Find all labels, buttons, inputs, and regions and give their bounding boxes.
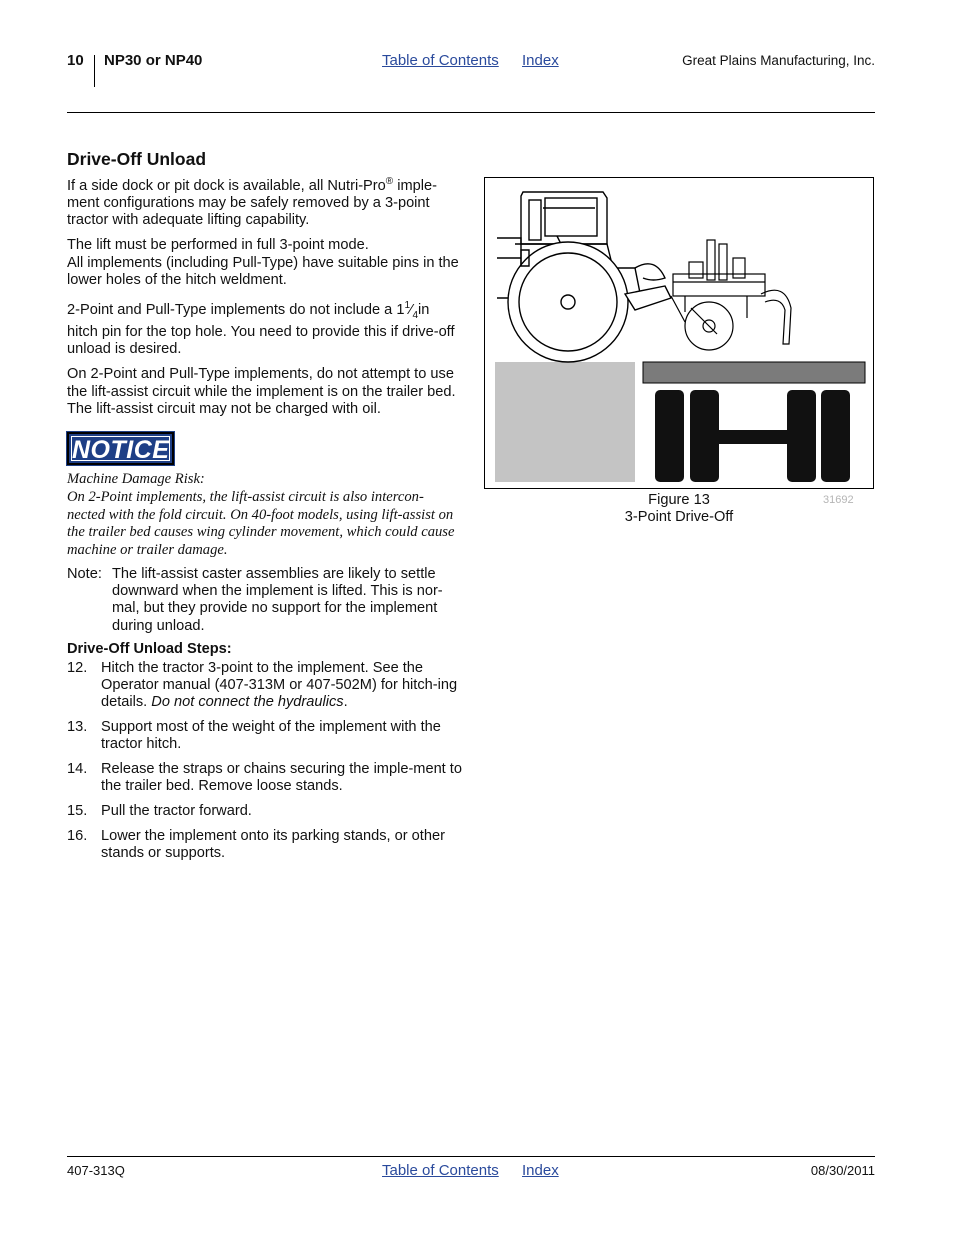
fraction-slash: ⁄ <box>410 301 413 318</box>
figure-number: Figure 13 <box>648 492 710 508</box>
step-number: 13. <box>67 719 88 735</box>
figure-id: 31692 <box>823 494 854 506</box>
step-text-emphasis: Do not connect the hydraulics <box>151 694 344 711</box>
trailer-bed <box>643 362 865 383</box>
notice-risk-title: Machine Damage Risk: <box>67 471 205 487</box>
step-text-main: Hitch the tractor 3-point to the implement. See the Operator manual (407-313M or 407-502M) for hitch-ing details. <box>101 660 458 711</box>
p3-text-b: in hitch pin for the top hole. You need to provide this if drive-off unload is desired. <box>67 301 455 358</box>
p2-text-a: The lift must be performed in full 3-point mode. <box>67 237 369 254</box>
company-name: Great Plains Manufacturing, Inc. <box>682 53 875 68</box>
p2-text-b: All implements (including Pull-Type) have suitable pins in the lower holes of the hitch weldment. <box>67 254 459 288</box>
steps-heading: Drive-Off Unload Steps: <box>67 641 232 657</box>
step-text: Support most of the weight of the implement with the tractor hitch. <box>101 719 441 753</box>
fraction-numerator: 1 <box>404 300 411 312</box>
step-number: 12. <box>67 660 88 676</box>
section-title: Drive-Off Unload <box>67 149 207 169</box>
figure-caption <box>484 492 874 526</box>
registered-mark: ® <box>385 176 394 187</box>
step-text: Pull the tractor forward. <box>101 803 252 819</box>
notice-badge <box>67 432 174 465</box>
page-number: 10 <box>67 52 84 69</box>
fraction-denominator: 4 <box>412 309 419 321</box>
paragraph-2 <box>67 237 462 289</box>
step-number: 14. <box>67 761 88 777</box>
note-label: Note: <box>67 566 102 582</box>
dock-block <box>495 362 635 482</box>
step-text <box>101 660 462 712</box>
footer-rule <box>67 1156 875 1157</box>
p1-text-b: imple- <box>393 177 437 194</box>
p1-text-c: ment configurations may be safely removed by a 3-point tractor with adequate lifting capability. <box>67 195 430 229</box>
paragraph-3 <box>67 297 462 358</box>
implement-toolbar <box>671 240 791 350</box>
p3-text-a: 2-Point and Pull-Type implements do not include a 1 <box>67 301 405 318</box>
step-number: 16. <box>67 828 88 844</box>
toc-link-top[interactable]: Table of Contents <box>382 52 499 69</box>
body-text <box>67 173 462 426</box>
index-link-top[interactable]: Index <box>522 52 559 69</box>
notice-risk-text: On 2-Point implements, the lift-assist circuit is also intercon-nected with the fold circuit. On 40-foot models, using lift-assist on the trailer bed causes wing cylinder movement, which could cause machine or trailer damage. <box>67 489 455 558</box>
step-text-tail: . <box>343 694 348 711</box>
notice-label: NOTICE <box>72 436 170 464</box>
step-text: Release the straps or chains securing the imple-ment to the trailer bed. Remove loose stands. <box>101 761 462 795</box>
header-divider <box>94 55 95 87</box>
figure-title: 3-Point Drive-Off <box>624 509 734 526</box>
note-text: The lift-assist caster assemblies are likely to settle downward when the implement is lifted. This is nor-mal, but they provide no support for the implement during unload. <box>112 566 443 634</box>
toc-link-bottom[interactable]: Table of Contents <box>382 1162 499 1179</box>
model-title: NP30 or NP40 <box>104 52 203 69</box>
step-number: 15. <box>67 803 88 819</box>
tractor <box>497 192 671 362</box>
trailer-tires <box>655 390 850 482</box>
step-text: Lower the implement onto its parking stands, or other stands or supports. <box>101 828 445 862</box>
p1-text-a: If a side dock or pit dock is available, all Nutri-Pro <box>67 177 386 194</box>
doc-date: 08/30/2011 <box>810 1163 875 1178</box>
figure-drive-off <box>484 177 874 489</box>
header-rule <box>67 112 875 113</box>
tractor-implement-illustration <box>485 178 873 488</box>
doc-number: 407-313Q <box>67 1163 125 1178</box>
index-link-bottom[interactable]: Index <box>522 1162 559 1179</box>
paragraph-4: On 2-Point and Pull-Type implements, do not attempt to use the lift-assist circuit while the implement is on the trailer bed. The lift-assist circuit may not be charged with oil. <box>67 366 456 417</box>
paragraph-1 <box>67 173 462 229</box>
